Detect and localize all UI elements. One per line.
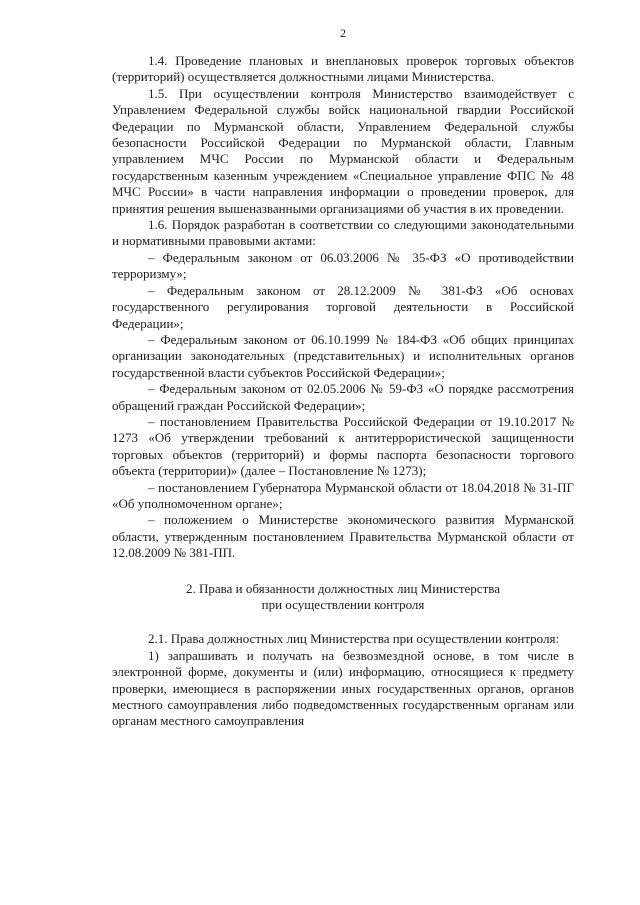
body-text-after xyxy=(112,631,574,729)
section-heading-line-2: при осуществлении контроля xyxy=(261,597,425,612)
list-item-law-59fz: – Федеральным законом от 02.05.2006 № 59-ФЗ «О порядке рассмотрения обращений граждан Российской Федерации»; xyxy=(112,381,574,413)
list-item-law-35fz: – Федеральным законом от 06.03.2006 № 35-ФЗ «О противодействии терроризму»; xyxy=(112,249,574,282)
paragraph-1-6: 1.6. Порядок разработан в соответствии со следующими законодательными и нормативными правовыми актами: xyxy=(112,217,574,249)
paragraph-1-5: 1.5. При осуществлении контроля Министерство взаимодействует с Управлением Федеральной службы войск национальной гвардии Российской Федерации по Мурманской области, Управлением Федеральной службы безопасности Российской Федерации по Мурманской области, Главным управлением МЧС России по Мурманской области и Федеральным государственным казенным учреждением «Специальное управление ФПС № 48 МЧС России» в части направления информации о проведении проверок, для принятия решения вышеназванными организациями об участия в их проведении. xyxy=(112,85,574,216)
body-text-before xyxy=(112,53,574,562)
section-heading xyxy=(112,581,574,614)
list-item-governor-31pg: – постановлением Губернатора Мурманской области от 18.04.2018 № 31-ПГ «Об уполномоченном органе»; xyxy=(112,479,574,511)
page-number: 2 xyxy=(340,26,346,40)
list-item-law-184fz: – Федеральным законом от 06.10.1999 № 184-ФЗ «Об общих принципах организации законодательных (представительных) и исполнительных органов государственной власти субъектов Российской Федерации»; xyxy=(112,331,574,380)
list-item-ministry-regulation: – положением о Министерстве экономического развития Мурманской области, утвержденным постановлением Правительства Мурманской области от 12.08.2009 № 381-ПП. xyxy=(112,512,574,561)
paragraph-2-1-item-1: 1) запрашивать и получать на безвозмездной основе, в том числе в электронной форме, документы и (или) информацию, относящиеся к предмету проверки, имеющиеся в распоряжении иных государственных органов, органов местного самоуправления либо подведомственных государственным органам или органам местного самоуправления xyxy=(112,647,574,729)
list-item-decree-1273: – постановлением Правительства Российской Федерации от 19.10.2017 № 1273 «Об утверждении требований к антитеррористической защищенности торговых объектов (территорий) и формы паспорта безопасности торгового объекта (территории)» (далее – Постановление № 1273); xyxy=(112,413,574,479)
paragraph-2-1: 2.1. Права должностных лиц Министерства при осуществлении контроля: xyxy=(148,631,560,647)
list-item-law-381fz: – Федеральным законом от 28.12.2009 № 381-ФЗ «Об основах государственного регулирования торговой деятельности в Российской Федерации»; xyxy=(112,282,574,331)
section-heading-line-1: 2. Права и обязанности должностных лиц Министерства xyxy=(186,580,500,596)
paragraph-1-4: 1.4. Проведение плановых и внеплановых проверок торговых объектов (территорий) осуществляется должностными лицами Министерства. xyxy=(112,53,574,85)
